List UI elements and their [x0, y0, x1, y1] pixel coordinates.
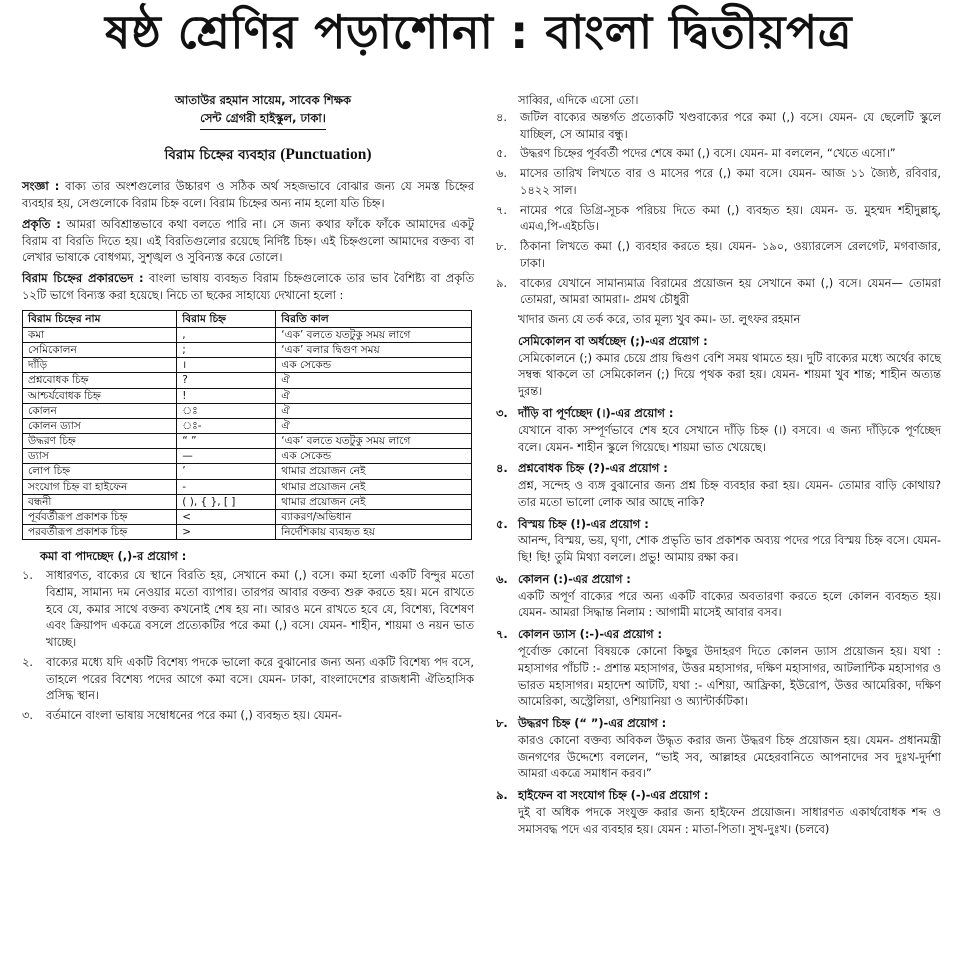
- list-item-number: ৯.: [496, 275, 508, 290]
- cell-name: ড্যাস: [23, 449, 177, 464]
- table-row: [23, 434, 472, 449]
- cell-mark: ,: [177, 327, 276, 342]
- punctuation-table: [22, 310, 472, 541]
- usage-section-number: ৮.: [496, 716, 508, 731]
- cell-name: সংযোগ চিহ্ন বা হাইফেন: [23, 479, 177, 494]
- list-item-text: নামের পরে ডিগ্রি-সূচক পরিচয় দিতে কমা (,) ব্যবহৃত হয়। যেমন- ড. মুহম্মদ শহীদুল্লাহ্, এমএ,পি-এইচডি।: [520, 202, 941, 234]
- usage-section-heading: [496, 626, 941, 643]
- usage-section-heading: [496, 571, 941, 588]
- usage-section: [496, 516, 941, 566]
- page-title: ষষ্ঠ শ্রেণির পড়াশোনা : বাংলা দ্বিতীয়পত্র: [104, 5, 853, 59]
- list-item-number: ২.: [22, 654, 34, 669]
- cell-pause: ঐ: [276, 403, 472, 418]
- section-heading-en: (Punctuation): [280, 145, 372, 163]
- cell-pause: ব্যাকরণ/অভিধান: [276, 510, 472, 525]
- cell-pause: ‘এক’ বলতে যতটুকু সময় লাগে: [276, 434, 472, 449]
- comma-list: [22, 567, 474, 724]
- cell-pause: ‘এক’ বলতে যতটুকু সময় লাগে: [276, 327, 472, 342]
- definition-paragraph: [22, 178, 474, 212]
- cell-pause: থামার প্রয়োজন নেই: [276, 479, 472, 494]
- nature-paragraph: [22, 216, 474, 266]
- usage-section-title: কোলন (:)-এর প্রয়োগ :: [518, 571, 631, 586]
- cell-name: কোলন: [23, 403, 177, 418]
- cell-name: পূর্ববর্তীরূপ প্রকাশক চিহ্ন: [23, 510, 177, 525]
- semicolon-heading: [496, 333, 941, 350]
- table-row: [23, 464, 472, 479]
- list-item: [496, 202, 941, 236]
- table-row: [23, 343, 472, 358]
- table-header-name: বিরাম চিহ্নের নাম: [23, 310, 177, 327]
- list-item: [496, 275, 941, 309]
- cell-name: কমা: [23, 327, 177, 342]
- cell-name: প্রশ্নবোধক চিহ্ন: [23, 373, 177, 388]
- list-item-text: উদ্ধরণ চিহ্নের পূর্ববর্তী পদের শেষে কমা (,) বসে। যেমন- মা বললেন, “খেতে এসো।”: [520, 146, 896, 161]
- list-item: [496, 145, 941, 162]
- section-heading-bn: বিরাম চিহ্নের ব্যবহার: [164, 146, 276, 163]
- section-heading: [62, 144, 474, 167]
- left-column: [22, 92, 474, 727]
- usage-section: [496, 571, 941, 621]
- list-item-number: ৩.: [22, 708, 34, 723]
- list-item-number: ৭.: [496, 202, 508, 217]
- usage-section-title: প্রশ্নবোধক চিহ্ন (?)-এর প্রয়োগ :: [518, 461, 668, 476]
- list-item-text: জটিল বাক্যের অন্তর্গত প্রত্যেকটি খণ্ডবাক্যের পরে কমা (,) বসে। যেমন- যে ছেলেটি স্কুলে যাচ্ছিল, সে আমার বন্ধু।: [520, 109, 941, 141]
- cell-mark: -: [177, 479, 276, 494]
- cell-mark: >: [177, 525, 276, 540]
- usage-section-text: কারও কোনো বক্তব্য অবিকল উদ্ধৃত করার জন্য উদ্ধরণ চিহ্ন প্রয়োজন হয়। যেমন- প্রধানমন্ত্রী জনগণের উদ্দেশ্যে বললেন, “ভাই সব, আল্লাহর মেহেরবানিতে আপনাদের সব দুঃখ-দুর্দশা আমরা একত্রে সমাধান করব।”: [518, 732, 941, 781]
- list-item-number: ৫.: [496, 146, 508, 161]
- usage-section-title: কোলন ড্যাস (:-)-এর প্রয়োগ :: [518, 627, 663, 642]
- list-item: [496, 109, 941, 143]
- list-item-text: সাধারণত, বাক্যের যে স্থানে বিরতি হয়, সেখানে কমা (,) বসে। কমা হলো একটি বিন্দুর মতো বিশ্রাম, সামান্য দম নেওয়ার মতো ব্যাপার। তারপর আবার বক্তব্য শুরু করতে হয়। মনে রাখতে হবে যে, কমার সাথে বক্তব্য কখনোই শেষ হয় না। আরও মনে রাখতে হবে যে, বিশেষ্য, বিশেষণ এবং ক্রিয়াপদ একত্রে বসলে প্রত্যেকটির পরে কমা (,) বসে। যেমন- শাহীন, শায়মা ও নয়ন ভাত খাচ্ছে।: [46, 568, 474, 650]
- usage-section-heading: [496, 787, 941, 804]
- table-row: [23, 525, 472, 540]
- list-item-number: ৬.: [496, 166, 508, 181]
- table-row: [23, 358, 472, 373]
- table-header-mark: বিরাম চিহ্ন: [177, 310, 276, 327]
- table-row: [23, 388, 472, 403]
- semicolon-text: সেমিকোলনে (;) কমার চেয়ে প্রায় দ্বিগুণ বেশি সময় থামতে হয়। দুটি বাক্যের মধ্যে অর্থের কাছে সম্বন্ধ থাকলে তা সেমিকোলন (;) দিয়ে পৃথক করা হয়। যেমন- শায়মা খুব শান্ত; শাহীন অত্যন্ত দুরন্ত।: [518, 350, 941, 399]
- cell-pause: থামার প্রয়োজন নেই: [276, 464, 472, 479]
- cell-mark: ঃ: [177, 403, 276, 418]
- list-item: [22, 707, 474, 724]
- usage-section: [496, 787, 941, 837]
- author-school: সেন্ট গ্রেগরী হাইস্কুল, ঢাকা।: [200, 110, 326, 130]
- right-comma-list: [496, 109, 941, 308]
- table-row: [23, 418, 472, 433]
- list-item-text: বাক্যের মধ্যে যদি একটি বিশেষ্য পদকে ভালো করে বুঝানোর জন্য অন্য একটি বিশেষ্য পদ বসে, তাহলে পরের বিশেষ্য পদের আগে কমা বসে। যেমন- ঢাকা, বাংলাদেশের রাজধানী ঐতিহাসিক প্রসিদ্ধ স্থান।: [46, 654, 474, 703]
- list-item: [22, 567, 474, 651]
- usage-section-number: ৭.: [496, 627, 508, 642]
- list-item: [22, 654, 474, 704]
- usage-section-heading: [496, 516, 941, 533]
- list-item: [496, 165, 941, 199]
- list-item-text: বাক্যের যেখানে সামান্যমাত্র বিরামের প্রয়োজন হয় সেখানে কমা (,) বসে। যেমন— তোমরা তোমরা, আমরা আমরা।- প্রমথ চৌধুরী: [520, 275, 941, 307]
- list-item-text: মাসের তারিখ লিখতে বার ও মাসের পরে (,) কমা বসে। যেমন- আজ ১১ জ্যৈষ্ঠ, রবিবার, ১৪২২ সাল।: [520, 166, 941, 197]
- cell-name: কোলন ড্যাস: [23, 418, 177, 433]
- cell-name: দাঁড়ি: [23, 358, 177, 373]
- list-item-text: ঠিকানা লিখতে কমা (,) ব্যবহার করতে হয়। যেমন- ১৯০, ওয়্যারলেস রেলগেট, মগবাজার, ঢাকা।: [520, 239, 941, 270]
- cell-mark: ?: [177, 373, 276, 388]
- cell-mark: “ ”: [177, 434, 276, 449]
- usage-section-number: ৪.: [496, 461, 508, 476]
- cell-name: লোপ চিহ্ন: [23, 464, 177, 479]
- cell-mark: !: [177, 388, 276, 403]
- cell-pause: থামার প্রয়োজন নেই: [276, 494, 472, 509]
- usage-section-title: হাইফেন বা সংযোগ চিহ্ন (-)-এর প্রয়োগ :: [518, 788, 709, 803]
- right-column: [496, 92, 941, 837]
- usage-section-number: ৬.: [496, 571, 508, 586]
- usage-section-text: একটি অপূর্ণ বাক্যের পরে অন্য একটি বাক্যের অবতারণা করতে হলে কোলন ব্যবহৃত হয়। যেমন- আমরা সিদ্ধান্ত নিলাম : আগামী মাসেই আবার বসব।: [518, 588, 941, 620]
- definition-text: বাক্য তার অংশগুলোর উচ্চারণ ও সঠিক অর্থ সহজভাবে বোঝার জন্য যে সমস্ত চিহ্নের ব্যবহার হয়, সেগুলোকে বিরাম চিহ্ন বলে। বিরাম চিহ্নের অন্য নাম হলো যতি চিহ্ন।: [22, 179, 475, 211]
- comma-heading: কমা বা পাদচ্ছেদ (,)-র প্রয়োগ :: [40, 549, 187, 564]
- table-body: [23, 327, 472, 539]
- table-row: [23, 403, 472, 418]
- author-block: [52, 92, 474, 130]
- cell-name: পরবর্তীরূপ প্রকাশক চিহ্ন: [23, 525, 177, 540]
- table-row: [23, 494, 472, 509]
- table-row: [23, 373, 472, 388]
- cell-mark: ।: [177, 358, 276, 373]
- table-row: [23, 327, 472, 342]
- table-row: [23, 449, 472, 464]
- cell-mark: <: [177, 510, 276, 525]
- nature-term: প্রকৃতি :: [22, 216, 61, 231]
- cell-name: বন্ধনী: [23, 494, 177, 509]
- usage-section-number: ৩.: [496, 406, 508, 421]
- semicolon-section: [496, 333, 941, 400]
- usage-section-number: ৫.: [496, 516, 508, 531]
- usage-section-text: প্রশ্ন, সন্দেহ ও ব্যঙ্গ বুঝানোর জন্য প্রশ্ন চিহ্ন ব্যবহার করা হয়। যেমন- তোমার বাড়ি কোথায়? তার মতো ভালো লোক আর আছে নাকি?: [518, 478, 941, 509]
- types-text: বাংলা ভাষায় ব্যবহৃত বিরাম চিহ্নগুলোকে তার ভাব বৈশিষ্ট্য বা প্রকৃতি ১২টি ভাগে বিন্যস্ত করা হয়েছে। নিচে তা ছকের সাহায্যে দেখানো হলো :: [22, 271, 474, 302]
- types-paragraph: [22, 270, 474, 304]
- usage-section: [496, 460, 941, 510]
- usage-section-text: দুই বা অধিক পদকে সংযুক্ত করার জন্য হাইফেন প্রয়োজন। সাধারণত একার্থবোধক শব্দ ও সমাসবদ্ধ পদে এর ব্যবহার হয়। যেমন : মাতা-পিতা। সুখ-দুঃখ। (চলবে): [518, 804, 941, 836]
- list-item: [496, 238, 941, 272]
- types-term: বিরাম চিহ্নের প্রকারভেদ :: [22, 271, 144, 286]
- cell-mark: —: [177, 449, 276, 464]
- cell-name: উদ্ধরণ চিহ্ন: [23, 434, 177, 449]
- list-item-number: ৮.: [496, 239, 508, 254]
- usage-section-text: পূর্বোক্ত কোনো বিষয়কে কোনো কিছুর উদাহরণ দিতে কোলন ড্যাস প্রয়োজন হয়। যথা : মহাসাগর পাঁচটি :- প্রশান্ত মহাসাগর, উত্তর মহাসাগর, দক্ষিণ মহাসাগর, আটলান্টিক মহাসাগর ও ভারত মহাসাগর। মহাদেশ আটটি, যথা :- এশিয়া, আফ্রিকা, ইউরোপ, উত্তর আমেরিকা, দক্ষিণ আমেরিকা, অস্ট্রেলিয়া, ওশিয়ানিয়া ও অ্যান্টার্কটিকা।: [518, 643, 941, 709]
- usage-section-number: ৯.: [496, 788, 508, 803]
- cell-pause: নির্দেশিকায় ব্যবহৃত হয়: [276, 525, 472, 540]
- table-header-pause: বিরতি কাল: [276, 310, 472, 327]
- nature-text: আমরা অবিশ্রান্তভাবে কথা বলতে পারি না। সে জন্য কথার ফাঁকে ফাঁকে আমাদের একটু বিরাম বা বিরতি দিতে হয়। এই বিরতিগুলোর রয়েছে নির্দিষ্ট চিহ্ন। এই চিহ্নগুলো আমাদের বক্তব্য বা লেখার ভাষাকে বোধগম্য, সুশৃঙ্খল ও সুবিন্যস্ত করে তোলে।: [22, 216, 474, 265]
- definition-term: সংজ্ঞা :: [22, 179, 60, 194]
- usage-section-title: দাঁড়ি বা পূর্ণচ্ছেদ (।)-এর প্রয়োগ :: [518, 406, 674, 421]
- cell-mark: ;: [177, 343, 276, 358]
- table-row: [23, 479, 472, 494]
- cell-mark: ’: [177, 464, 276, 479]
- usage-section-title: উদ্ধরণ চিহ্ন (“ ”)-এর প্রয়োগ :: [518, 716, 667, 731]
- usage-sections: [496, 405, 941, 837]
- usage-section-heading: [496, 460, 941, 477]
- cell-name: আশ্চর্যবোধক চিহ্ন: [23, 388, 177, 403]
- cell-pause: এক সেকেন্ড: [276, 358, 472, 373]
- usage-section: [496, 405, 941, 455]
- usage-section: [496, 715, 941, 782]
- cell-mark: ( ), { }, [ ]: [177, 494, 276, 509]
- cell-pause: ঐ: [276, 418, 472, 433]
- usage-section-heading: [496, 405, 941, 422]
- cell-mark: ঃ-: [177, 418, 276, 433]
- cell-pause: ঐ: [276, 373, 472, 388]
- usage-section-text: আনন্দ, বিস্ময়, ভয়, ঘৃণা, শোক প্রভৃতি ভাব প্রকাশক অব্যয় পদের পরে বিস্ময় চিহ্ন বসে। যেমন- ছি! ছি! তুমি মিথ্যা বললে। প্রভু! আমায় রক্ষা কর।: [518, 533, 941, 565]
- usage-section-heading: [496, 715, 941, 732]
- table-row: [23, 510, 472, 525]
- author-name: আতাউর রহমান সায়েম, সাবেক শিক্ষক: [174, 93, 352, 107]
- cell-pause: ঐ: [276, 388, 472, 403]
- comma-extra-example: খাদার জন্য যে তর্ক করে, তার মূল্য খুব কম।- ডা. লুৎফর রহমান: [518, 312, 801, 327]
- usage-section-text: যেখানে বাক্য সম্পূর্ণভাবে শেষ হবে সেখানে দাঁড়ি চিহ্ন (।) বসবে। এ জন্য দাঁড়িকে পূর্ণচ্ছেদ বলে। যেমন- শাহীন স্কুলে গিয়েছে। শায়মা ভাত খেয়েছে।: [518, 422, 941, 454]
- semicolon-heading-text: সেমিকোলন বা অর্ধচ্ছেদ (;)-এর প্রয়োগ :: [518, 333, 708, 348]
- list-item-text: বর্তমানে বাংলা ভাষায় সম্বোধনের পরে কমা (,) ব্যবহৃত হয়। যেমন-: [46, 708, 342, 723]
- cell-name: সেমিকোলন: [23, 343, 177, 358]
- list-item-number: ৪.: [496, 109, 508, 124]
- continuation-text: সাব্বির, এদিকে এসো তো।: [518, 93, 639, 107]
- usage-section-title: বিস্ময় চিহ্ন (!)-এর প্রয়োগ :: [518, 516, 649, 531]
- cell-pause: ‘এক’ বলার দ্বিগুণ সময়: [276, 343, 472, 358]
- list-item-number: ১.: [22, 568, 34, 583]
- cell-pause: এক সেকেন্ড: [276, 449, 472, 464]
- table-header-row: [23, 310, 472, 327]
- usage-section: [496, 626, 941, 710]
